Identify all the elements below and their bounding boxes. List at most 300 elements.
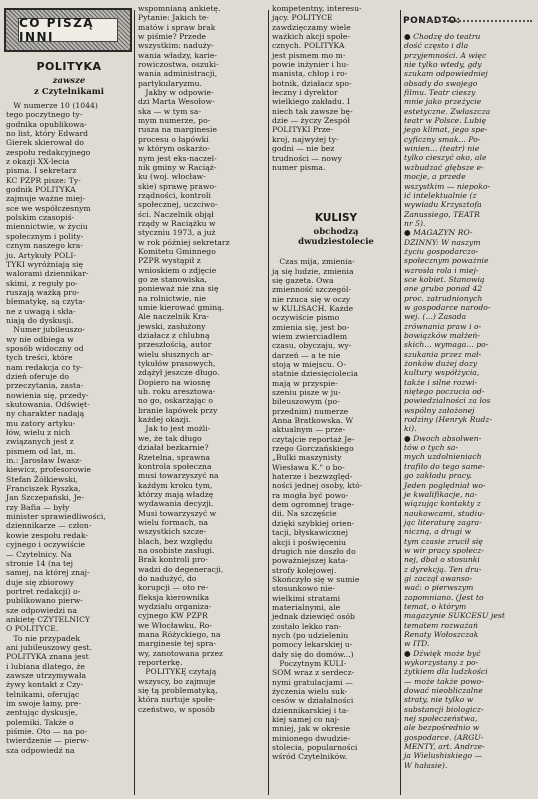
text-line: minionego dwudzie- <box>272 733 351 743</box>
text-line: dały się do domów...) <box>272 649 354 659</box>
text-line: — może także powo- <box>404 676 484 686</box>
text-line: umie kierować gminą. <box>138 303 225 312</box>
text-line: mu zatory artyku- <box>6 418 76 428</box>
text-line: „Bulki maszynisty <box>272 453 342 463</box>
text-line: godnik POLITYKA <box>6 185 76 195</box>
text-line: zrównania praw i o- <box>404 321 482 331</box>
text-line: dziennikarskiej i ta- <box>272 705 349 715</box>
text-line: tykułów prasowych, <box>138 359 216 369</box>
text-line: wszystkim: naduży- <box>138 41 214 51</box>
text-line: zawdzięczamy wiele <box>272 22 351 32</box>
text-line: musi towarzyszyć na <box>138 471 219 481</box>
text-line: przednim) numerze <box>272 406 349 416</box>
text-line: ale bezpośrednio w <box>404 723 480 733</box>
text-line: branie łapówek przy <box>138 405 218 415</box>
text-line: wać: o pierwszym <box>404 583 474 593</box>
text-line: walorami dziennikar- <box>6 269 89 279</box>
text-line: przeszłością, autor <box>138 340 212 350</box>
text-line: szukania przez mał- <box>404 349 482 359</box>
text-line: nie rzuca się w oczy <box>272 294 351 304</box>
text-line: w KULISACH. Każde <box>272 303 354 313</box>
text-line: Numer jubileuszo- <box>6 325 85 335</box>
text-line: nie tylko wtedy, gdy <box>404 60 482 70</box>
text-line: mniej, jak w okresie <box>272 724 351 734</box>
text-line: nej, dbał o stosunki <box>404 555 480 565</box>
text-line: procesu o łapówki <box>138 134 209 144</box>
text-line: nymi gratulacjami — <box>272 677 353 687</box>
text-line: estetyczne. Zwłaszcza <box>404 106 491 116</box>
text-line: czeństwo, w sposób <box>138 704 215 714</box>
text-line: dzień oferuje do <box>6 371 69 381</box>
text-line: związanych jest z <box>6 437 74 447</box>
text-line: teatr w Polsce. Lubię <box>404 116 487 126</box>
text-line: ju. Artykuły POLI- <box>6 250 77 260</box>
text-line: dii. Na szczęście <box>272 509 337 519</box>
text-line: życzenia wielu suk- <box>272 687 348 696</box>
text-line: strofy kolejowej. <box>272 565 337 575</box>
text-line: jąc literaturę zagra- <box>404 517 482 527</box>
text-line: ne z uwagą i skła- <box>6 306 76 316</box>
ponadto-heading: PONADTO: <box>403 16 461 26</box>
text-line: godni — nie bez <box>272 144 335 154</box>
text-line: wszystkich szcze- <box>138 527 207 537</box>
text-line: Pytanie: Jakich te- <box>138 13 209 23</box>
column-divider <box>268 10 269 795</box>
text-line: wykorzystany z po- <box>404 658 479 668</box>
text-line: jego klimat, jego spe- <box>404 125 488 135</box>
text-line: wy, zanotowana przez <box>138 648 224 658</box>
text-line: ● Dwoch absolwen- <box>404 433 482 443</box>
text-line: Wiesława K." o bo- <box>272 462 345 472</box>
text-line: skimi, z reguły po- <box>6 278 78 288</box>
article-body <box>272 4 400 172</box>
text-line: zapomniano. (Jest to <box>404 592 484 602</box>
text-line: polemiki. Także o <box>6 717 74 727</box>
text-line: jednak dziewięć osób <box>272 612 355 622</box>
text-line: ● Dźwięk może być <box>404 648 481 658</box>
text-line: straty, nie tylko w <box>404 695 474 705</box>
banner-title: CO PISZĄ INNI <box>18 18 118 42</box>
text-line: statnie dziesięciolecia <box>272 369 358 379</box>
text-line: W hałasie). <box>404 760 448 770</box>
text-line: rządy w Raciążku w <box>138 218 216 228</box>
text-line: także i silne rozwi- <box>404 377 478 387</box>
column-continuation <box>138 4 268 714</box>
text-line: pisma. I sekretarz <box>6 166 77 176</box>
text-line: kiewicz, profesorowie <box>6 465 92 475</box>
text-line: publikowano pierw- <box>6 596 83 606</box>
text-line: stosunkowo nie- <box>272 584 335 594</box>
text-line: dzięki szybkiej orien- <box>272 518 355 528</box>
text-line: gospodarce. (ARGU- <box>404 732 484 742</box>
section-banner <box>4 8 132 52</box>
text-line: wania administracji, <box>138 69 218 79</box>
text-line: ważkich akcji społe- <box>272 32 351 42</box>
text-line: jewski, zasłużony <box>138 321 206 331</box>
text-line: cesów w działalności <box>272 696 354 706</box>
text-line: mym numerze, po- <box>138 116 211 126</box>
text-line: — Czytelnicy. Na <box>6 549 72 559</box>
text-line: wywiadu Krzysztofa <box>404 200 482 210</box>
text-line: aktualnym — prze- <box>272 425 346 435</box>
text-line: dzie — życzy Zespół <box>272 116 350 126</box>
text-line: Musi towarzyszyć w <box>138 508 217 518</box>
text-line: z dyrekcją. Ten dru- <box>404 564 482 574</box>
text-line: miennictwie, w życiu <box>6 222 88 232</box>
text-line: akcji i poświęceniu <box>272 537 347 547</box>
text-line: bowiązków małżeń- <box>404 331 480 340</box>
text-line: cyjnego i oczywiście <box>6 540 86 550</box>
text-line: skie) sprawę prawo- <box>138 181 217 191</box>
text-line: duje się zbiorowy <box>6 577 74 587</box>
text-line: rzy Bafia — były <box>6 502 70 512</box>
text-line: ani jubileuszowy gest. <box>6 642 93 652</box>
text-line: POLITYKA znana jest <box>6 652 89 662</box>
text-line: dziennikarze — człon- <box>6 521 92 531</box>
text-line: ra mogła być powo- <box>272 490 349 500</box>
text-line: marginesie tej spra- <box>138 639 217 649</box>
column-divider <box>134 10 135 795</box>
text-line: styczniu 1973, a już <box>138 228 216 238</box>
text-line: w wir pracy społecz- <box>404 545 484 555</box>
text-line: czytajcie reportaż Je- <box>272 434 355 444</box>
text-line: wiem zwierciadłem <box>272 331 348 341</box>
text-line: winien... (teatr) nie <box>404 144 480 154</box>
text-line: łów, wielu z nich <box>6 428 71 438</box>
text-line: tacji, błyskawicznej <box>272 528 349 538</box>
text-line: oczywiście pismo <box>272 313 340 323</box>
text-line: nych (po udzieleniu <box>272 630 349 640</box>
text-line: wielkimi stratami <box>272 593 341 603</box>
text-line: ska — w tym sa- <box>138 106 202 116</box>
text-line: mnie jako przeżycie <box>404 97 482 107</box>
text-line: zdążył jeszcze długo. <box>138 368 220 378</box>
text-line: tego poczytnego ty- <box>6 110 83 120</box>
text-line: społecznym poważnie <box>404 256 489 266</box>
text-line: wania władzy, karie- <box>138 50 217 60</box>
text-line: SOM wraz z serdecz- <box>272 668 355 678</box>
text-line: wielu formach, na <box>138 517 209 527</box>
text-line: zajmuje ważne miej- <box>6 194 86 204</box>
text-line: PZPR wystąpił z <box>138 256 201 266</box>
column-kulisy <box>272 4 400 762</box>
text-line: się tą problematyką, <box>138 686 218 696</box>
text-line: zentując dyskusje, <box>6 708 78 718</box>
text-line: KC PZPR pisze: Ty- <box>6 175 81 185</box>
text-line: ● MAGAZYN RO- <box>404 228 473 238</box>
text-line: żywy kontakt z Czy- <box>6 680 84 690</box>
text-line: godnika opublikowa- <box>6 119 87 129</box>
text-line: rowiczostwa, oszuki- <box>138 60 219 70</box>
text-line: drugich nie doszło do <box>272 546 356 556</box>
text-line: twierdzenie — pierw- <box>6 736 90 746</box>
text-line: rusza na marginesie <box>138 125 217 135</box>
text-line: POLITYKI Prze- <box>272 125 334 135</box>
text-line: wielkiego zakładu. I <box>272 97 350 107</box>
text-line: je kwalifikacje, na- <box>404 489 478 499</box>
text-line: niętego poczucia od- <box>404 387 485 397</box>
text-line: łeczny i dyrektor <box>272 88 338 98</box>
text-line: To nie przypadek <box>6 633 81 643</box>
text-line: wszystkim — niepoko- <box>404 181 491 191</box>
article-body <box>272 257 400 762</box>
text-line: no go, oskarżając o <box>138 396 213 406</box>
text-line: rządności, kontroli <box>138 190 212 200</box>
text-line: przyjemności. A więc <box>404 50 487 60</box>
text-line: Czas mija, zmienia- <box>272 257 355 267</box>
text-line: działacz z chlubną <box>138 331 210 341</box>
text-line: sce kobiet. Stanowią <box>404 274 485 284</box>
text-line: ruszają ważką pro- <box>6 287 80 297</box>
text-line: trafiło do tego same- <box>404 461 485 471</box>
text-line: zawsze utrzymywała <box>6 670 87 680</box>
text-line: Zanussiego, TEATR <box>404 209 480 219</box>
text-line: nam redakcja co ty- <box>6 362 83 372</box>
text-line: blematykę, są czyta- <box>6 297 86 307</box>
text-line: botnik, działacz spo- <box>272 78 352 88</box>
text-line: niczną, a drugi w <box>404 527 472 537</box>
text-line: zmienność szczegól- <box>272 285 352 295</box>
text-line: substancji biologicz- <box>404 704 484 714</box>
text-line: in.: Jarosław Iwasz- <box>6 456 82 466</box>
text-line: go zakładu pracy. <box>404 471 472 481</box>
text-line: cyficzny smak... Po- <box>404 134 481 144</box>
text-line: powiedzialności za los <box>404 396 491 406</box>
text-line: sze odpowiedzi na <box>6 605 78 615</box>
text-line: rzego Gorczańskiego <box>272 444 354 454</box>
article-subtitle: z Czytelnikami <box>34 87 104 97</box>
text-line: mocje, a przede <box>404 172 466 182</box>
text-line: dować nieobliczalne <box>404 686 483 696</box>
text-line: zmienia się, jest bo- <box>272 322 350 332</box>
text-line: stolecia, popularności <box>272 743 358 753</box>
text-line: skutowania. Odświęt- <box>6 400 90 409</box>
text-line: wej. (...) Zasada <box>404 312 467 322</box>
text-line: ja Wielushiskiego — <box>404 751 483 761</box>
text-line: Franciszek Ryszka, <box>6 484 81 494</box>
text-line: pismem od lat, m. <box>6 446 76 456</box>
text-line: haterze i bezwzględ- <box>272 472 353 482</box>
text-line: wzrosła rola i miej- <box>404 265 479 275</box>
text-line: Anna Bratkowska. W <box>272 416 354 426</box>
text-line: mych uzdolnieniach <box>404 452 482 462</box>
text-line: wy nie odbiega w <box>6 334 74 344</box>
text-line: jący. POLITYCE <box>272 13 333 23</box>
text-line: ku (woj. włocław- <box>138 172 206 182</box>
text-line: stronie 14 (na tej <box>6 558 74 568</box>
text-line: ankietę CZYTELNICY <box>6 614 91 624</box>
text-line: Komitetu Gminnego <box>138 246 216 256</box>
text-line: Jan Szczepański, Je- <box>6 493 84 503</box>
article-body <box>138 4 268 714</box>
text-line: Poczytnym KULI- <box>272 658 347 668</box>
text-line: ją się ludzie, zmienia <box>272 266 354 276</box>
text-line: TYKI wyróżniają się <box>6 259 84 269</box>
text-line: kompetentny, interesu- <box>272 4 362 13</box>
text-line: ić intelektualnie (z <box>404 190 477 200</box>
text-line: go ze stanowiska, <box>138 274 207 284</box>
text-line: na osobiste zasługi. <box>138 545 215 555</box>
text-line: poważniejszej kata- <box>272 556 349 566</box>
text-line: rodziny (Henryk Rudz- <box>404 415 493 425</box>
text-line: wydziału organiza- <box>138 602 212 611</box>
text-line: kowie zespołu redak- <box>6 530 89 540</box>
text-line: działał bezkarnie? <box>138 443 209 453</box>
text-line: cznym naszego kra- <box>6 241 83 251</box>
text-line: matów i spraw brak <box>138 22 216 32</box>
text-line: żonków dużej dozy <box>404 359 478 369</box>
text-line: samej, na której znaj- <box>6 568 90 578</box>
text-line: sza odpowiedź na <box>6 745 75 755</box>
text-line: tylko cieszyć oko, ale <box>404 153 487 163</box>
text-line: wiązując kontakty z <box>404 499 481 509</box>
text-line: szeniu pisze w ju- <box>272 388 341 397</box>
text-line: cznych. POLITYKA <box>272 41 345 51</box>
text-line: stoją w miejscu. O- <box>272 359 347 369</box>
text-line: naukowcami, studiu- <box>404 508 485 518</box>
text-line: szukam odpowiedniej <box>404 69 488 79</box>
text-line: Ale naczelnik Kra- <box>138 312 210 322</box>
text-line: jest pismem mo m- <box>272 50 346 60</box>
text-line: w którym oskarżo- <box>138 144 210 154</box>
text-line: nej społeczeństwa, <box>404 714 478 724</box>
text-line: w ITD. <box>404 639 430 649</box>
text-line: filmu. Teatr cieszy <box>404 88 476 98</box>
text-line: Dopiero na wiosnę <box>138 377 211 387</box>
text-line: minister sprawiedliwości, <box>6 512 106 522</box>
text-line: życiu gospodarczo- <box>404 246 479 256</box>
text-line: sposób widoczny od <box>6 343 84 353</box>
text-line: niech tak zawsze bę- <box>272 106 353 116</box>
text-line: O POLITYCE. <box>6 624 59 634</box>
text-line: z okazji XX-lecia <box>6 157 70 167</box>
text-line: tych treści, które <box>6 353 73 363</box>
text-line: reporterkę. <box>138 658 183 668</box>
text-line: wśród Czytelników. <box>272 752 348 762</box>
text-line: Gierek skierował do <box>6 138 85 148</box>
text-line: sce we współczesnym <box>6 203 91 213</box>
text-line: obsady do swojego <box>404 78 478 88</box>
article-subtitle: obchodzą <box>313 227 359 238</box>
column-divider <box>400 10 401 795</box>
text-line: manista, chłop i ro- <box>272 69 348 79</box>
text-line: ub. roku aresztowa- <box>138 387 216 397</box>
text-line: proc. zatrudnionych <box>404 293 483 303</box>
text-line: każdym kroku tym, <box>138 480 213 490</box>
text-line: się gazeta. Owa <box>272 275 334 285</box>
text-line: ki). <box>404 424 417 434</box>
text-line: Jak to jest możli- <box>138 424 211 434</box>
text-line: dość często i dla <box>404 41 469 51</box>
text-line: dzi Marta Wesołow- <box>138 97 215 107</box>
text-line: Renaty Wołoszczak <box>404 630 479 639</box>
text-line: ● Chodzę do teatru <box>404 32 481 41</box>
text-line: W numerze 10 (1044) <box>6 101 98 110</box>
text-line: wspomnianą ankietę. <box>138 4 221 13</box>
text-line: społecznym i polity- <box>6 231 84 241</box>
text-line: kroj, najwyżej ty- <box>272 134 339 144</box>
text-line: wadzi do degeneracji, <box>138 564 224 574</box>
text-line: w gospodarce narodo- <box>404 302 491 312</box>
text-line: we, że tak długo <box>138 433 202 443</box>
text-line: DZINNY: W naszym <box>404 237 481 247</box>
text-line: portret redakcji) o- <box>6 586 81 596</box>
text-line: Brak kontroli pro- <box>138 555 208 565</box>
text-line: żytkiem dla ludzkości <box>404 667 488 677</box>
article-subtitle: dwudziestolecie <box>298 237 374 248</box>
text-line: tów o tych sa- <box>404 443 459 453</box>
text-line: bileuszowym (po- <box>272 397 340 407</box>
text-line: MENTY, art. Andrze- <box>404 742 485 752</box>
text-line: kontrola społeczna <box>138 461 212 471</box>
text-line: każdej okazji. <box>138 415 191 425</box>
text-line: nr 5). <box>404 218 426 228</box>
text-line: wydawania decyzji. <box>138 499 214 509</box>
text-line: no list, który Edward <box>6 129 89 139</box>
text-line: która nurtuje społe- <box>138 695 216 705</box>
text-line: darzeń — a te nie <box>272 350 341 360</box>
text-line: kiej samej co naj- <box>272 715 340 725</box>
article-title: KULISY <box>314 212 358 225</box>
text-line: którzy mają władzę <box>138 489 214 499</box>
text-line: polskim czasopiś- <box>6 213 75 223</box>
text-line: Skończyło się w sumie <box>272 574 360 584</box>
text-line: numer pisma. <box>272 162 326 172</box>
text-line: ności jednej osoby, któ- <box>272 481 363 491</box>
text-line: mana Różyckiego, na <box>138 630 221 640</box>
text-line: blach, bez względu <box>138 536 213 546</box>
dotted-rule <box>420 20 532 26</box>
text-line: magazynie SUKCESU jest <box>404 611 505 621</box>
article-title: POLITYKA <box>36 60 102 73</box>
text-line: w piśmie? Przede <box>138 32 207 42</box>
text-line: tym czasie zrucił się <box>404 536 483 546</box>
text-line: nik gminy w Raciąż- <box>138 162 217 172</box>
text-line: niają do dyskusji. <box>6 315 74 325</box>
text-line: piśmie. Oto — na po- <box>6 727 88 737</box>
text-line: pomocy lekarskiej u- <box>272 640 353 650</box>
text-line: w rok później sekretarz <box>138 237 230 247</box>
text-line: Jakby w odpowie- <box>138 88 214 98</box>
text-line: i lubiana dlatego, że <box>6 661 85 671</box>
text-line: im swoje łamy, pre- <box>6 699 82 708</box>
text-line: społecznej, uczciwo- <box>138 200 218 210</box>
text-line: powie inżynier i hu- <box>272 60 349 70</box>
text-line: na rolnictwie, nie <box>138 293 207 303</box>
text-line: wspólny założonej <box>404 405 475 415</box>
text-line: Jeden poględniał wo- <box>404 480 486 490</box>
article-body <box>404 32 534 770</box>
text-line: temat, o którym <box>404 601 467 611</box>
article-subtitle: zawsze <box>52 76 86 86</box>
column-ponadto <box>404 32 534 770</box>
text-line: wielu słusznych ar- <box>138 349 213 359</box>
text-line: ści. Naczelnik objął <box>138 209 214 219</box>
text-line: wzbudzać głębsze e- <box>404 162 484 172</box>
text-line: wnioskiem o zdjęcie <box>138 265 217 275</box>
text-line: przeczytania, zasta- <box>6 381 84 391</box>
text-line: we Włocławku, Ro- <box>138 620 213 630</box>
text-line: kultury współżycia, <box>404 368 480 378</box>
text-line: skich... wymaga... po- <box>404 340 489 350</box>
text-line: wszyscy, bo zajmuje <box>138 676 216 686</box>
text-line: czasu, obyczaju, wy- <box>272 341 352 351</box>
text-line: zostało lekko ran- <box>272 621 342 631</box>
text-line: one grubo ponad 42 <box>404 284 483 294</box>
text-line: ny charakter nadają <box>6 409 85 419</box>
text-line: nym jest eks-naczel- <box>138 153 217 163</box>
text-line: Rzetelna, sprawna <box>138 452 211 462</box>
